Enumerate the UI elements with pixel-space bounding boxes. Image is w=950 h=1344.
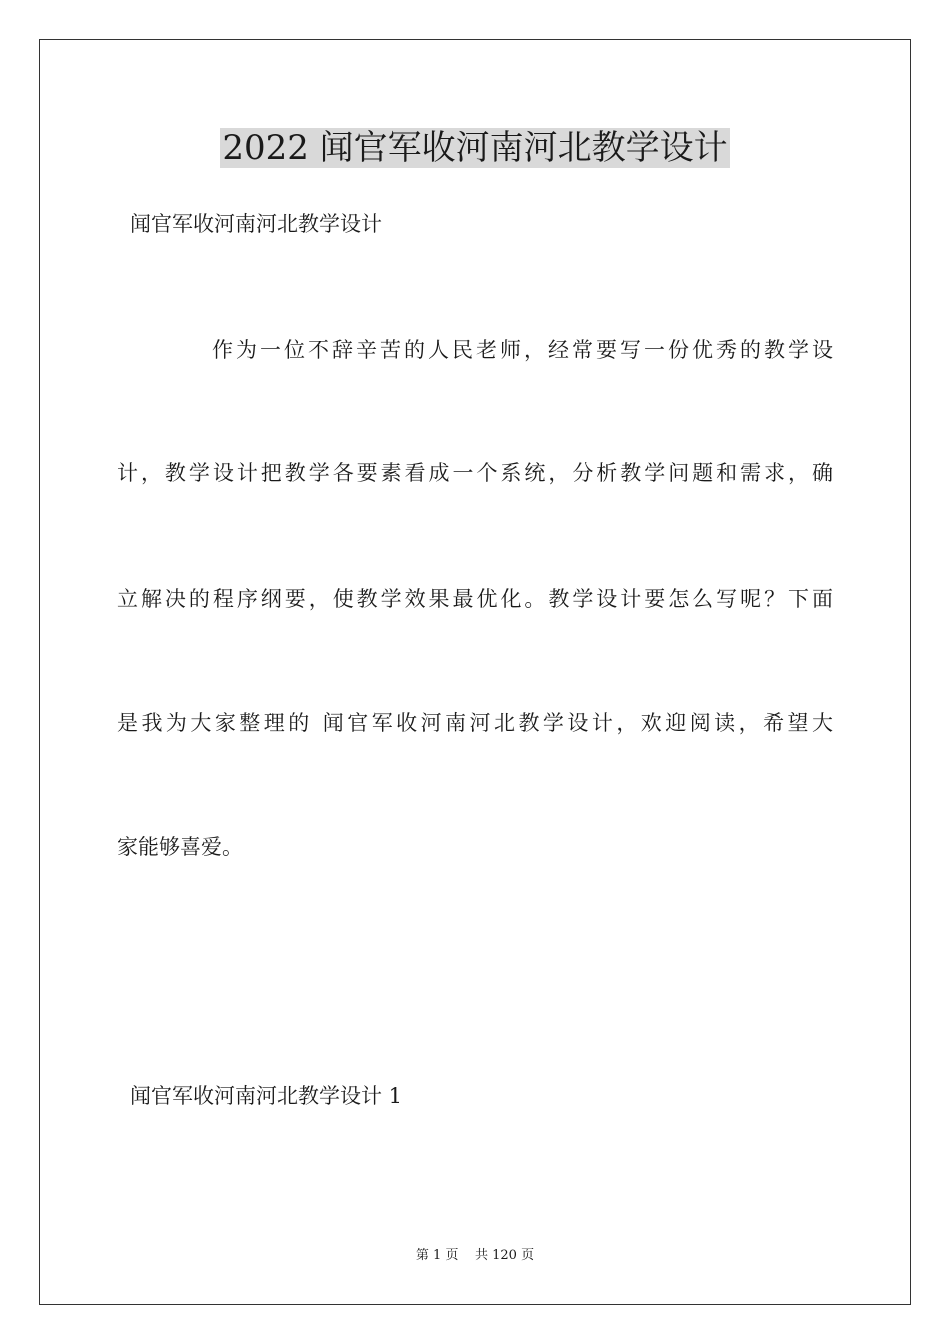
- intro-line-4: 是我为大家整理的 闻官军收河南河北教学设计，欢迎阅读，希望大: [117, 711, 833, 735]
- intro-line-2: 计，教学设计把教学各要素看成一个系统，分析教学问题和需求，确: [117, 461, 833, 485]
- intro-line-3: 立解决的程序纲要，使教学效果最优化。教学设计要怎么写呢？下面: [117, 587, 833, 611]
- intro-line-5: 家能够喜爱。: [117, 835, 243, 859]
- intro-line-1: 作为一位不辞辛苦的人民老师，经常要写一份优秀的教学设: [212, 338, 833, 362]
- document-title-text: 2022 闻官军收河南河北教学设计: [222, 128, 728, 168]
- document-subtitle: 闻官军收河南河北教学设计: [130, 212, 382, 236]
- page-footer: 第 1 页 共 120 页: [415, 1248, 535, 1263]
- document-title: [0, 126, 950, 170]
- section-heading: 闻官军收河南河北教学设计 1: [130, 1084, 403, 1108]
